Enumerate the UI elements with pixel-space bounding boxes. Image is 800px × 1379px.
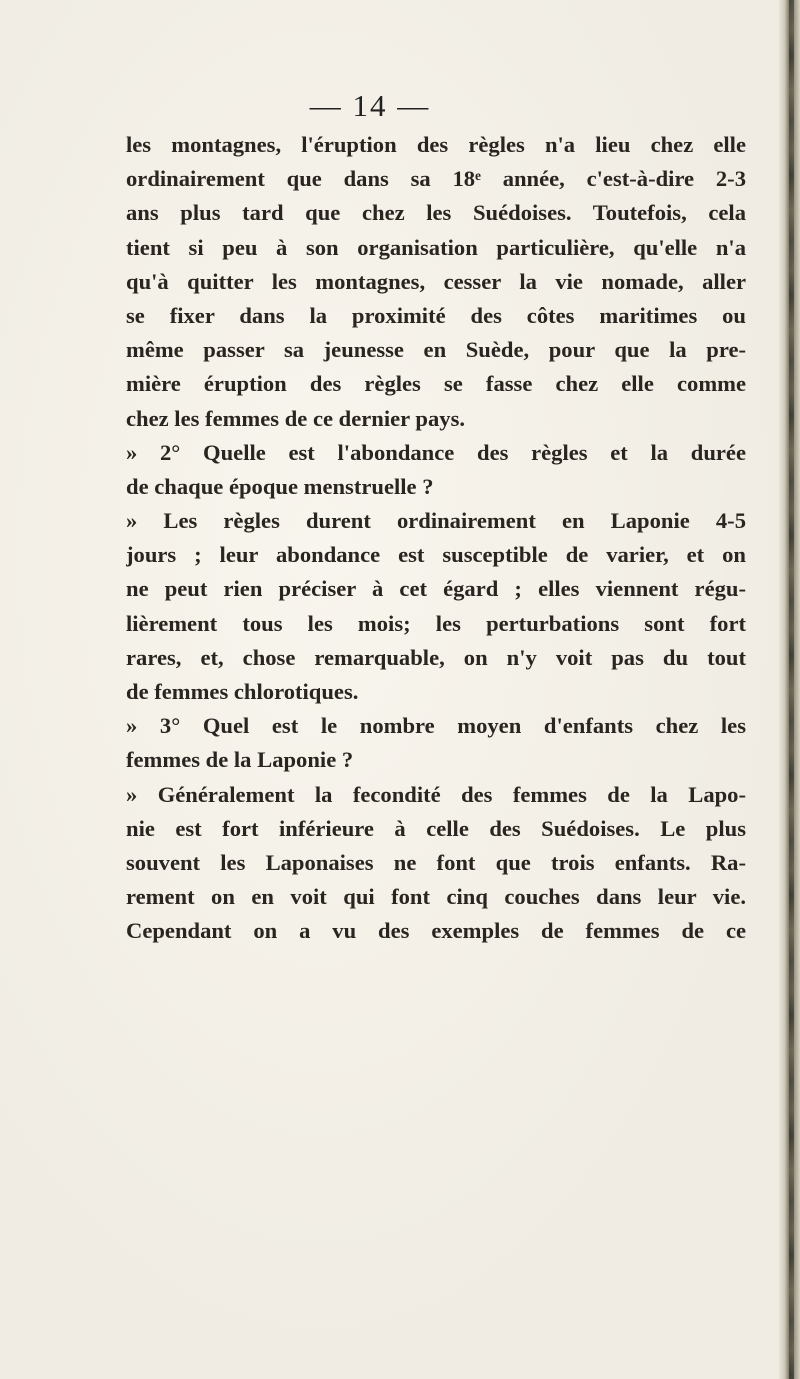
text-line: rement on en voit qui font cinq couches dans leur vie. (126, 884, 746, 910)
text-line: » 2° Quelle est l'abondance des règles et la durée (126, 439, 746, 465)
text-line: femmes de la Laponie ? (126, 747, 354, 773)
body-text (126, 128, 746, 949)
text-line: souvent les Laponaises ne font que trois enfants. Ra- (126, 849, 746, 875)
text-line: de femmes chlorotiques. (126, 679, 359, 704)
text-line: même passer sa jeunesse en Suède, pour que la pre- (126, 337, 746, 363)
text-line: mière éruption des règles se fasse chez elle comme (126, 371, 746, 397)
text-line: ne peut rien préciser à cet égard ; elles viennent régu- (126, 576, 746, 602)
text-line: lièrement tous les mois; les perturbations sont fort (126, 610, 746, 636)
page-edge-shadow (789, 0, 794, 1379)
text-line: tient si peu à son organisation particulière, qu'elle n'a (126, 234, 746, 260)
text-line: rares, et, chose remarquable, on n'y voit pas du tout (126, 644, 746, 670)
text-line: ans plus tard que chez les Suédoises. Toutefois, cela (126, 200, 746, 226)
text-line: jours ; leur abondance est susceptible de varier, et on (126, 542, 746, 568)
text-line: nie est fort inférieure à celle des Suédoises. Le plus (126, 815, 746, 841)
text-line: ordinairement que dans sa 18ᵉ année, c'est-à-dire 2-3 (126, 166, 746, 192)
text-line: » Généralement la fecondité des femmes de la Lapo- (126, 781, 746, 807)
text-line: Cependant on a vu des exemples de femmes de ce (126, 918, 746, 944)
text-line: de chaque époque menstruelle ? (126, 473, 434, 499)
text-line: les montagnes, l'éruption des règles n'a lieu chez elle (126, 132, 746, 157)
text-line: qu'à quitter les montagnes, cesser la vie nomade, aller (126, 268, 746, 294)
text-line: chez les femmes de ce dernier pays. (126, 405, 466, 431)
text-line: » 3° Quel est le nombre moyen d'enfants chez les (126, 713, 746, 739)
text-line: » Les règles durent ordinairement en Laponie 4-5 (126, 508, 746, 534)
text-line: se fixer dans la proximité des côtes maritimes ou (126, 302, 746, 328)
page-number-header: — 14 — (309, 88, 431, 123)
